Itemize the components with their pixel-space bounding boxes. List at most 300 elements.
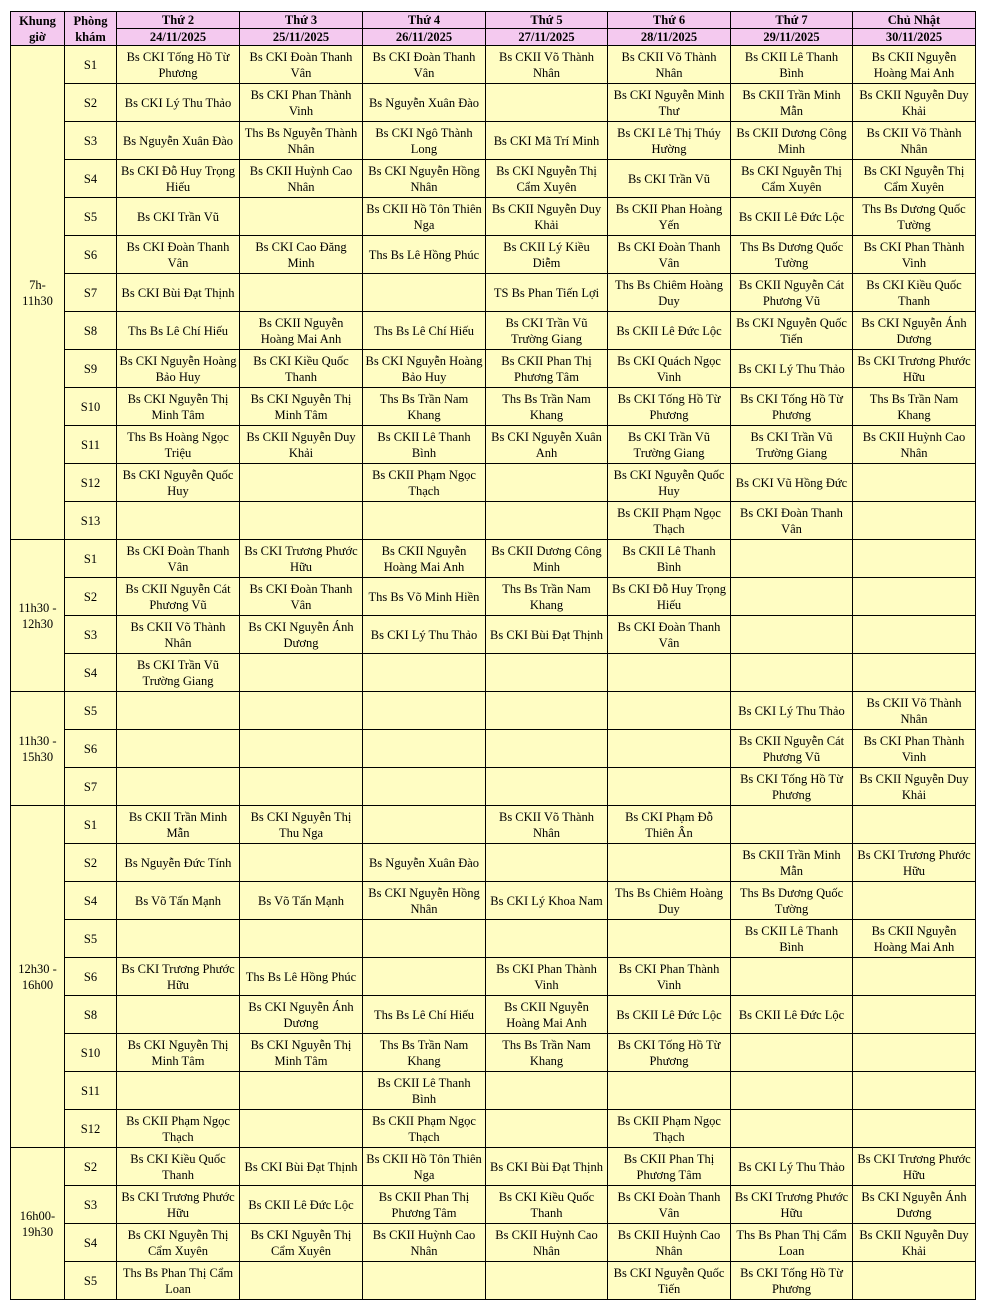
table-row <box>11 1224 976 1262</box>
doctor-cell <box>486 1072 608 1110</box>
doctor-cell: Bs CKI Trương Phước Hữu <box>853 1148 976 1186</box>
doctor-cell <box>731 540 853 578</box>
doctor-cell: Bs CKII Phan Thị Phương Tâm <box>363 1186 486 1224</box>
doctor-cell <box>853 654 976 692</box>
doctor-cell: Bs Võ Tấn Mạnh <box>117 882 240 920</box>
table-row <box>11 1148 976 1186</box>
doctor-cell: Ths Bs Lê Chí Hiếu <box>117 312 240 350</box>
doctor-cell: Bs CKI Trần Vũ Trường Giang <box>486 312 608 350</box>
doctor-cell <box>240 844 363 882</box>
doctor-cell <box>608 768 731 806</box>
doctor-cell: Bs CKI Nguyễn Thị Minh Tâm <box>240 388 363 426</box>
doctor-cell: Bs CKI Đoàn Thanh Vân <box>240 46 363 84</box>
date-header: 28/11/2025 <box>608 29 731 46</box>
doctor-cell: Ths Bs Dương Quốc Tường <box>853 198 976 236</box>
room-cell: S2 <box>65 84 117 122</box>
doctor-cell: Ths Bs Lê Chí Hiếu <box>363 312 486 350</box>
doctor-cell <box>486 692 608 730</box>
time-slot-cell: 12h30 - 16h00 <box>11 806 65 1148</box>
doctor-cell: Bs CKI Đoàn Thanh Vân <box>731 502 853 540</box>
doctor-cell <box>363 920 486 958</box>
doctor-cell <box>731 654 853 692</box>
doctor-cell: Bs CKII Trần Minh Mẫn <box>731 844 853 882</box>
doctor-cell: Bs CKII Phạm Ngọc Thạch <box>117 1110 240 1148</box>
doctor-cell <box>853 540 976 578</box>
doctor-cell: Bs CKII Nguyễn Duy Khải <box>853 1224 976 1262</box>
table-row <box>11 464 976 502</box>
doctor-cell: Bs CKII Lê Thanh Bình <box>731 920 853 958</box>
doctor-cell: Bs CKII Phạm Ngọc Thạch <box>363 1110 486 1148</box>
doctor-cell: Bs CKI Nguyễn Ánh Dương <box>240 996 363 1034</box>
doctor-cell <box>240 768 363 806</box>
doctor-cell: Bs CKI Nguyễn Thị Cẩm Xuyên <box>117 1224 240 1262</box>
table-row <box>11 312 976 350</box>
doctor-cell: Bs CKII Lê Đức Lộc <box>731 996 853 1034</box>
table-row <box>11 882 976 920</box>
doctor-cell: Bs CKI Nguyễn Hoàng Bảo Huy <box>363 350 486 388</box>
doctor-cell: Bs CKI Nguyễn Hồng Nhân <box>363 160 486 198</box>
doctor-cell: Bs Nguyễn Xuân Đào <box>117 122 240 160</box>
room-cell: S3 <box>65 1186 117 1224</box>
doctor-cell: Bs CKI Ngô Thành Long <box>363 122 486 160</box>
doctor-cell: Bs CKI Nguyễn Thị Minh Tâm <box>117 1034 240 1072</box>
room-cell: S9 <box>65 350 117 388</box>
doctor-cell <box>608 730 731 768</box>
date-header: 24/11/2025 <box>117 29 240 46</box>
room-cell: S1 <box>65 540 117 578</box>
doctor-cell <box>363 958 486 996</box>
table-row <box>11 502 976 540</box>
doctor-cell: Bs CKI Đỗ Huy Trọng Hiếu <box>117 160 240 198</box>
day-header: Chủ Nhật <box>853 12 976 29</box>
day-header: Thứ 7 <box>731 12 853 29</box>
doctor-cell: Bs CKII Dương Công Minh <box>731 122 853 160</box>
doctor-cell <box>853 464 976 502</box>
doctor-cell: Bs CKI Bùi Đạt Thịnh <box>486 1148 608 1186</box>
room-cell: S7 <box>65 274 117 312</box>
doctor-cell <box>240 1110 363 1148</box>
doctor-cell: Bs CKII Nguyễn Hoàng Mai Anh <box>486 996 608 1034</box>
doctor-cell: Bs CKI Nguyễn Ánh Dương <box>853 312 976 350</box>
doctor-cell <box>363 806 486 844</box>
doctor-cell: Bs CKI Kiều Quốc Thanh <box>486 1186 608 1224</box>
table-row <box>11 578 976 616</box>
doctor-cell: Bs CKI Phạm Đỗ Thiên Ân <box>608 806 731 844</box>
doctor-cell: Bs Võ Tấn Mạnh <box>240 882 363 920</box>
doctor-cell: Bs CKI Quách Ngọc Vinh <box>608 350 731 388</box>
doctor-cell: Bs CKII Lê Thanh Bình <box>363 426 486 464</box>
doctor-cell: Bs CKI Nguyễn Thị Cẩm Xuyên <box>853 160 976 198</box>
doctor-cell: Bs CKII Trần Minh Mẫn <box>731 84 853 122</box>
doctor-cell <box>853 1110 976 1148</box>
doctor-cell: Bs CKI Trần Vũ <box>608 160 731 198</box>
table-row <box>11 844 976 882</box>
table-row <box>11 654 976 692</box>
doctor-cell <box>486 1262 608 1300</box>
doctor-cell: Bs CKI Trương Phước Hữu <box>117 1186 240 1224</box>
table-row <box>11 730 976 768</box>
doctor-cell: Ths Bs Dương Quốc Tường <box>731 882 853 920</box>
table-row <box>11 540 976 578</box>
doctor-cell <box>240 1262 363 1300</box>
doctor-cell: Bs CKI Đoàn Thanh Vân <box>608 616 731 654</box>
doctor-cell: Bs CKI Kiều Quốc Thanh <box>117 1148 240 1186</box>
doctor-cell: Bs CKI Nguyễn Thị Cẩm Xuyên <box>240 1224 363 1262</box>
table-row <box>11 768 976 806</box>
doctor-cell: Bs CKII Nguyễn Hoàng Mai Anh <box>853 46 976 84</box>
doctor-cell <box>731 616 853 654</box>
doctor-cell <box>731 578 853 616</box>
time-slot-cell: 16h00- 19h30 <box>11 1148 65 1300</box>
doctor-cell <box>240 464 363 502</box>
doctor-cell: Bs CKI Nguyễn Quốc Tiến <box>731 312 853 350</box>
doctor-cell: Bs CKI Đoàn Thanh Vân <box>117 236 240 274</box>
doctor-cell: Bs CKII Lê Đức Lộc <box>731 198 853 236</box>
doctor-cell: Ths Bs Lê Hồng Phúc <box>363 236 486 274</box>
doctor-cell <box>853 996 976 1034</box>
time-slot-cell: 11h30 - 12h30 <box>11 540 65 692</box>
header-row-dates <box>11 29 976 46</box>
room-cell: S10 <box>65 388 117 426</box>
doctor-cell: Bs CKI Lý Khoa Nam <box>486 882 608 920</box>
table-row <box>11 616 976 654</box>
doctor-cell: Ths Bs Dương Quốc Tường <box>731 236 853 274</box>
doctor-cell: Ths Bs Phan Thị Cẩm Loan <box>731 1224 853 1262</box>
room-cell: S8 <box>65 996 117 1034</box>
doctor-cell: Bs CKI Lý Thu Thảo <box>731 350 853 388</box>
table-row <box>11 46 976 84</box>
doctor-cell <box>608 692 731 730</box>
doctor-cell <box>486 768 608 806</box>
table-header <box>11 12 976 46</box>
date-header: 30/11/2025 <box>853 29 976 46</box>
doctor-cell: Bs CKII Phan Thị Phương Tâm <box>486 350 608 388</box>
doctor-cell: Bs CKI Lý Thu Thảo <box>731 692 853 730</box>
room-cell: S1 <box>65 46 117 84</box>
doctor-cell: Bs CKII Phạm Ngọc Thạch <box>608 1110 731 1148</box>
doctor-cell: Bs CKI Đoàn Thanh Vân <box>363 46 486 84</box>
doctor-cell <box>363 274 486 312</box>
doctor-cell: Bs CKI Trương Phước Hữu <box>853 844 976 882</box>
doctor-cell: Bs CKI Nguyễn Thị Minh Tâm <box>240 1034 363 1072</box>
date-header: 27/11/2025 <box>486 29 608 46</box>
doctor-cell <box>117 730 240 768</box>
table-row <box>11 958 976 996</box>
room-cell: S5 <box>65 920 117 958</box>
doctor-cell: Bs CKI Phan Thành Vinh <box>853 236 976 274</box>
doctor-cell: Bs CKI Vũ Hồng Đức <box>731 464 853 502</box>
doctor-cell: Bs CKI Đoàn Thanh Vân <box>117 540 240 578</box>
room-cell: S5 <box>65 198 117 236</box>
doctor-cell <box>486 464 608 502</box>
doctor-cell <box>853 616 976 654</box>
doctor-cell: Bs CKI Bùi Đạt Thịnh <box>117 274 240 312</box>
doctor-cell: Bs CKII Lý Kiều Diễm <box>486 236 608 274</box>
table-row <box>11 388 976 426</box>
doctor-cell: Bs CKII Phan Hoàng Yến <box>608 198 731 236</box>
doctor-cell: Bs CKI Trần Vũ <box>117 198 240 236</box>
table-body <box>11 46 976 1300</box>
header-row-days <box>11 12 976 29</box>
room-cell: S5 <box>65 1262 117 1300</box>
doctor-cell: Bs CKI Cao Đăng Minh <box>240 236 363 274</box>
doctor-cell: Bs CKI Đỗ Huy Trọng Hiếu <box>608 578 731 616</box>
table-row <box>11 1262 976 1300</box>
doctor-cell: Bs CKI Tống Hồ Từ Phương <box>731 388 853 426</box>
room-cell: S2 <box>65 578 117 616</box>
doctor-cell: Ths Bs Nguyễn Thành Nhân <box>240 122 363 160</box>
doctor-cell <box>363 692 486 730</box>
doctor-cell: Bs CKI Tống Hồ Từ Phương <box>608 1034 731 1072</box>
doctor-cell: Bs CKI Lý Thu Thảo <box>117 84 240 122</box>
doctor-cell: Bs CKII Lê Đức Lộc <box>240 1186 363 1224</box>
doctor-cell: Bs CKII Nguyễn Duy Khải <box>486 198 608 236</box>
table-row <box>11 1072 976 1110</box>
doctor-cell: Bs CKII Trần Minh Mẫn <box>117 806 240 844</box>
table-row <box>11 1186 976 1224</box>
doctor-cell: Bs CKI Nguyễn Hồng Nhân <box>363 882 486 920</box>
doctor-cell: Bs CKI Nguyễn Quốc Huy <box>117 464 240 502</box>
doctor-cell: Bs Nguyễn Đức Tính <box>117 844 240 882</box>
doctor-cell: Ths Bs Võ Minh Hiền <box>363 578 486 616</box>
doctor-cell: Bs CKI Tống Hồ Từ Phương <box>731 1262 853 1300</box>
doctor-cell: Bs CKII Võ Thành Nhân <box>117 616 240 654</box>
doctor-cell <box>240 274 363 312</box>
room-column-header: Phòng khám <box>65 12 117 46</box>
doctor-cell <box>853 882 976 920</box>
doctor-cell <box>853 1262 976 1300</box>
doctor-cell <box>240 920 363 958</box>
room-cell: S1 <box>65 806 117 844</box>
doctor-cell: Bs CKI Lê Thị Thúy Hường <box>608 122 731 160</box>
day-header: Thứ 3 <box>240 12 363 29</box>
doctor-cell <box>117 920 240 958</box>
schedule-container <box>10 11 976 1300</box>
doctor-cell: Bs CKI Nguyễn Thị Minh Tâm <box>117 388 240 426</box>
doctor-cell: Bs CKII Võ Thành Nhân <box>853 122 976 160</box>
doctor-cell <box>117 768 240 806</box>
doctor-cell: Bs CKII Nguyễn Cát Phương Vũ <box>731 274 853 312</box>
day-header: Thứ 6 <box>608 12 731 29</box>
doctor-cell: Bs CKII Huỳnh Cao Nhân <box>486 1224 608 1262</box>
doctor-cell <box>853 958 976 996</box>
doctor-cell: Bs CKI Bùi Đạt Thịnh <box>486 616 608 654</box>
doctor-cell <box>853 806 976 844</box>
doctor-cell <box>608 920 731 958</box>
doctor-cell <box>117 996 240 1034</box>
room-cell: S11 <box>65 1072 117 1110</box>
room-cell: S12 <box>65 1110 117 1148</box>
doctor-cell <box>486 502 608 540</box>
room-cell: S10 <box>65 1034 117 1072</box>
doctor-cell <box>117 502 240 540</box>
doctor-cell: Bs CKI Lý Thu Thảo <box>363 616 486 654</box>
doctor-cell: Bs Nguyễn Xuân Đào <box>363 844 486 882</box>
doctor-cell: Ths Bs Trần Nam Khang <box>853 388 976 426</box>
doctor-cell: Bs Nguyễn Xuân Đào <box>363 84 486 122</box>
table-row <box>11 122 976 160</box>
doctor-cell: Bs CKI Phan Thành Vinh <box>486 958 608 996</box>
doctor-cell <box>363 1262 486 1300</box>
doctor-cell: Bs CKI Đoàn Thanh Vân <box>608 1186 731 1224</box>
doctor-cell: Bs CKII Hồ Tôn Thiên Nga <box>363 198 486 236</box>
doctor-cell: Bs CKII Lê Đức Lộc <box>608 312 731 350</box>
doctor-cell: Bs CKI Tống Hồ Từ Phương <box>608 388 731 426</box>
doctor-cell <box>363 730 486 768</box>
doctor-cell <box>117 692 240 730</box>
doctor-cell: Bs CKII Dương Công Minh <box>486 540 608 578</box>
doctor-cell <box>731 1110 853 1148</box>
table-row <box>11 84 976 122</box>
doctor-cell <box>486 844 608 882</box>
room-cell: S2 <box>65 844 117 882</box>
room-cell: S7 <box>65 768 117 806</box>
doctor-cell <box>240 1072 363 1110</box>
doctor-cell: Bs CKI Trần Vũ Trường Giang <box>731 426 853 464</box>
table-row <box>11 274 976 312</box>
day-header: Thứ 5 <box>486 12 608 29</box>
table-row <box>11 996 976 1034</box>
doctor-cell: Bs CKII Võ Thành Nhân <box>608 46 731 84</box>
doctor-cell: Bs CKI Trương Phước Hữu <box>853 350 976 388</box>
doctor-cell <box>363 768 486 806</box>
doctor-cell: Bs CKI Tống Hồ Từ Phương <box>117 46 240 84</box>
doctor-cell <box>486 654 608 692</box>
doctor-cell <box>731 1034 853 1072</box>
doctor-cell: Bs CKII Hồ Tôn Thiên Nga <box>363 1148 486 1186</box>
doctor-cell: Bs CKI Trương Phước Hữu <box>731 1186 853 1224</box>
doctor-cell: Bs CKII Huỳnh Cao Nhân <box>240 160 363 198</box>
doctor-cell: Bs CKI Lý Thu Thảo <box>731 1148 853 1186</box>
doctor-cell: Ths Bs Lê Hồng Phúc <box>240 958 363 996</box>
doctor-cell: Bs CKII Phạm Ngọc Thạch <box>363 464 486 502</box>
room-cell: S4 <box>65 654 117 692</box>
doctor-cell: Bs CKI Phan Thành Vinh <box>240 84 363 122</box>
room-cell: S8 <box>65 312 117 350</box>
doctor-cell: Bs CKII Võ Thành Nhân <box>486 46 608 84</box>
day-header: Thứ 2 <box>117 12 240 29</box>
doctor-cell <box>486 1110 608 1148</box>
room-cell: S6 <box>65 730 117 768</box>
doctor-cell: Bs CKII Nguyễn Hoàng Mai Anh <box>240 312 363 350</box>
doctor-cell: Bs CKII Huỳnh Cao Nhân <box>363 1224 486 1262</box>
room-cell: S3 <box>65 616 117 654</box>
doctor-cell: Bs CKII Phạm Ngọc Thạch <box>608 502 731 540</box>
doctor-cell <box>853 1034 976 1072</box>
doctor-cell: Ths Bs Chiêm Hoàng Duy <box>608 274 731 312</box>
room-cell: S6 <box>65 236 117 274</box>
room-cell: S4 <box>65 1224 117 1262</box>
doctor-cell: Bs CKII Huỳnh Cao Nhân <box>608 1224 731 1262</box>
doctor-cell: Bs CKI Nguyễn Quốc Tiến <box>608 1262 731 1300</box>
doctor-cell: Bs CKI Đoàn Thanh Vân <box>240 578 363 616</box>
doctor-cell: Ths Bs Trần Nam Khang <box>486 578 608 616</box>
doctor-cell: Bs CKI Nguyễn Thị Cẩm Xuyên <box>486 160 608 198</box>
doctor-cell: Bs CKI Nguyễn Minh Thư <box>608 84 731 122</box>
doctor-cell <box>240 730 363 768</box>
doctor-cell: Bs CKI Trần Vũ Trường Giang <box>117 654 240 692</box>
table-row <box>11 236 976 274</box>
doctor-cell <box>117 1072 240 1110</box>
doctor-cell: Bs CKI Nguyễn Thị Thu Nga <box>240 806 363 844</box>
doctor-cell: Bs CKI Phan Thành Vinh <box>853 730 976 768</box>
room-cell: S2 <box>65 1148 117 1186</box>
doctor-cell: Bs CKI Trần Vũ Trường Giang <box>608 426 731 464</box>
slot-column-header: Khung giờ <box>11 12 65 46</box>
doctor-cell: Bs CKII Nguyễn Duy Khải <box>853 84 976 122</box>
doctor-cell: Bs CKI Nguyễn Thị Cẩm Xuyên <box>731 160 853 198</box>
doctor-cell: Ths Bs Trần Nam Khang <box>363 1034 486 1072</box>
table-row <box>11 426 976 464</box>
doctor-cell: TS Bs Phan Tiến Lợi <box>486 274 608 312</box>
doctor-cell: Bs CKII Lê Thanh Bình <box>608 540 731 578</box>
doctor-cell <box>731 806 853 844</box>
doctor-cell: Bs CKI Tống Hồ Từ Phương <box>731 768 853 806</box>
time-slot-cell: 11h30 - 15h30 <box>11 692 65 806</box>
doctor-cell: Bs CKII Huỳnh Cao Nhân <box>853 426 976 464</box>
room-cell: S11 <box>65 426 117 464</box>
doctor-cell <box>486 84 608 122</box>
doctor-cell: Bs CKII Nguyễn Hoàng Mai Anh <box>853 920 976 958</box>
table-row <box>11 1110 976 1148</box>
date-header: 29/11/2025 <box>731 29 853 46</box>
doctor-cell: Bs CKII Nguyễn Cát Phương Vũ <box>731 730 853 768</box>
doctor-cell <box>240 198 363 236</box>
doctor-cell: Bs CKI Bùi Đạt Thịnh <box>240 1148 363 1186</box>
doctor-cell: Bs CKII Nguyễn Duy Khải <box>853 768 976 806</box>
doctor-cell: Bs CKII Nguyễn Duy Khải <box>240 426 363 464</box>
doctor-cell: Bs CKII Lê Thanh Bình <box>363 1072 486 1110</box>
room-cell: S4 <box>65 160 117 198</box>
room-cell: S6 <box>65 958 117 996</box>
table-row <box>11 198 976 236</box>
doctor-cell: Bs CKII Lê Đức Lộc <box>608 996 731 1034</box>
doctor-cell: Bs CKII Võ Thành Nhân <box>853 692 976 730</box>
doctor-cell <box>240 654 363 692</box>
date-header: 26/11/2025 <box>363 29 486 46</box>
doctor-cell <box>853 1072 976 1110</box>
doctor-cell <box>731 1072 853 1110</box>
table-row <box>11 1034 976 1072</box>
doctor-cell <box>363 502 486 540</box>
clinic-schedule-table <box>10 11 976 1300</box>
doctor-cell: Ths Bs Trần Nam Khang <box>486 388 608 426</box>
table-row <box>11 350 976 388</box>
doctor-cell: Bs CKI Đoàn Thanh Vân <box>608 236 731 274</box>
doctor-cell: Bs CKI Trương Phước Hữu <box>240 540 363 578</box>
room-cell: S4 <box>65 882 117 920</box>
doctor-cell: Ths Bs Trần Nam Khang <box>486 1034 608 1072</box>
doctor-cell <box>608 1072 731 1110</box>
doctor-cell <box>608 654 731 692</box>
doctor-cell: Bs CKI Nguyễn Hoàng Bảo Huy <box>117 350 240 388</box>
doctor-cell: Ths Bs Trần Nam Khang <box>363 388 486 426</box>
doctor-cell <box>853 578 976 616</box>
doctor-cell: Ths Bs Chiêm Hoàng Duy <box>608 882 731 920</box>
doctor-cell: Bs CKII Lê Thanh Bình <box>731 46 853 84</box>
doctor-cell: Bs CKI Kiều Quốc Thanh <box>240 350 363 388</box>
doctor-cell: Bs CKII Võ Thành Nhân <box>486 806 608 844</box>
room-cell: S12 <box>65 464 117 502</box>
doctor-cell: Bs CKII Nguyễn Cát Phương Vũ <box>117 578 240 616</box>
doctor-cell: Bs CKI Nguyễn Ánh Dương <box>853 1186 976 1224</box>
room-cell: S5 <box>65 692 117 730</box>
doctor-cell <box>486 920 608 958</box>
doctor-cell: Bs CKI Mã Trí Minh <box>486 122 608 160</box>
doctor-cell: Bs CKI Nguyễn Quốc Huy <box>608 464 731 502</box>
doctor-cell <box>608 844 731 882</box>
doctor-cell: Bs CKII Phan Thị Phương Tâm <box>608 1148 731 1186</box>
